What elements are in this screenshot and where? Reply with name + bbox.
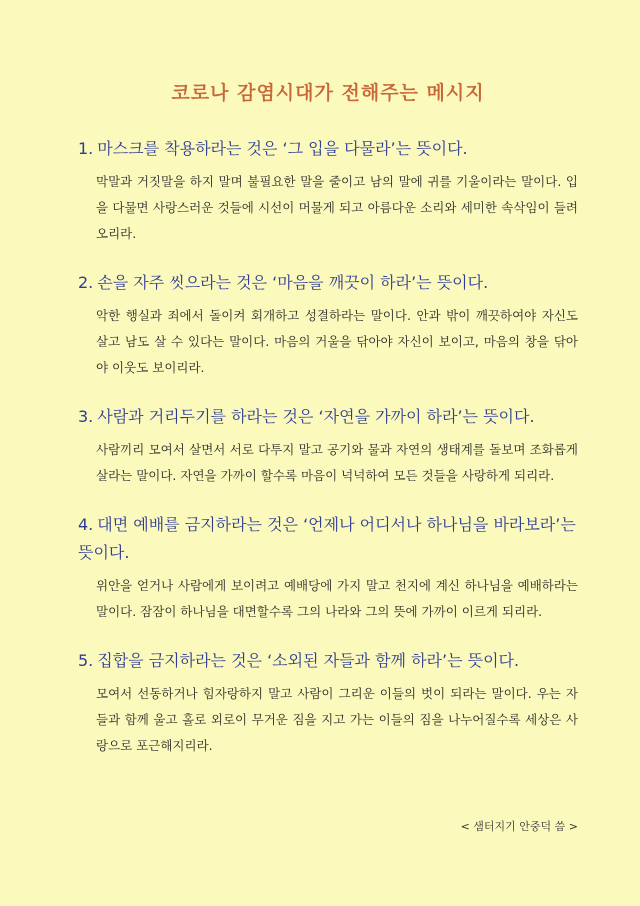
section-heading [78,403,578,431]
section-body: 사람끼리 모여서 살면서 서로 다투지 말고 공기와 물과 자연의 생태계를 돌보며 조화롭게 살라는 말이다. 자연을 가까이 할수록 마음이 넉넉하여 모든 것들을 사랑하게 되리라. [96,442,578,483]
section-heading [78,269,578,297]
section-5 [78,647,578,759]
section-heading-text: 사람과 거리두기를 하라는 것은 ‘자연을 가까이 하라’는 뜻이다. [97,407,535,426]
section-body: 악한 행실과 죄에서 돌이켜 회개하고 성결하라는 말이다. 안과 밖이 깨끗하여야 자신도 살고 남도 살 수 있다는 말이다. 마음의 거울을 닦아야 자신이 보이고, 마음의 창을 닦아야 이웃도 보이리라. [96,308,578,375]
section-heading [78,135,578,163]
section-heading-text: 대면 예배를 금지하라는 것은 ‘언제나 어디서나 하나님을 바라보라’는 뜻이다. [78,515,576,562]
section-body: 막말과 거짓말을 하지 말며 불필요한 말을 줄이고 남의 말에 귀를 기울이라는 말이다. 입을 다물면 사랑스러운 것들에 시선이 머물게 되고 아름다운 소리와 세미한 속삭임이 들려오리라. [96,174,578,241]
section-number: 3. [78,407,94,426]
section-heading-text: 마스크를 착용하라는 것은 ‘그 입을 다물라’는 뜻이다. [97,139,468,158]
section-number: 1. [78,139,94,158]
author-signature: < 샘터지기 안중덕 씀 > [460,820,578,833]
section-number: 2. [78,273,94,292]
section-4 [78,511,578,625]
section-heading-text: 손을 자주 씻으라는 것은 ‘마음을 깨끗이 하라’는 뜻이다. [97,273,489,292]
section-body: 위안을 얻거나 사람에게 보이려고 예배당에 가지 말고 천지에 계신 하나님을 예배하라는 말이다. 잠잠이 하나님을 대면할수록 그의 나라와 그의 뜻에 가까이 이르게 되리라. [96,578,578,619]
section-number: 4. [78,515,94,534]
section-3 [78,403,578,489]
section-heading [78,511,578,567]
section-number: 5. [78,651,94,670]
page-title: 코로나 감염시대가 전해주는 메시지 [171,82,485,104]
section-body: 모여서 선동하거나 힘자랑하지 말고 사람이 그리운 이들의 벗이 되라는 말이다. 우는 자들과 함께 울고 홀로 외로이 무거운 짐을 지고 가는 이들의 짐을 나누어질수록 세상은 사랑으로 포근해지리라. [96,686,578,753]
section-heading [78,647,578,675]
section-2 [78,269,578,381]
section-1 [78,135,578,247]
section-heading-text: 집합을 금지하라는 것은 ‘소외된 자들과 함께 하라’는 뜻이다. [97,651,520,670]
